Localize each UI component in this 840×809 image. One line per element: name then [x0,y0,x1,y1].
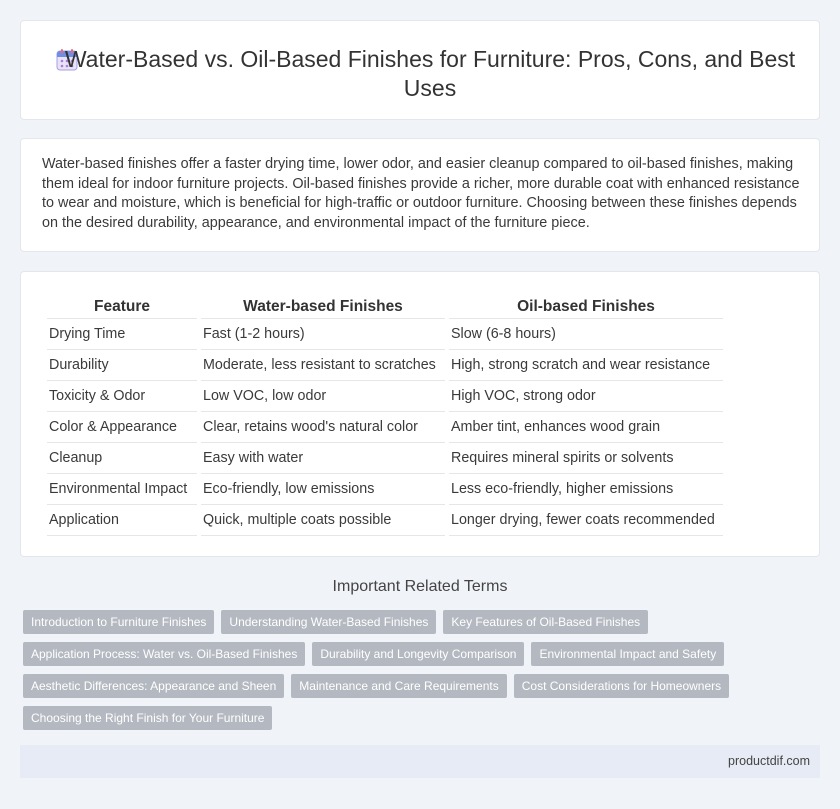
table-cell-feature: Cleanup [47,443,197,474]
page-title: Water-Based vs. Oil-Based Finishes for Furniture: Pros, Cons, and Best Uses [64,46,796,101]
column-header-oil-based: Oil-based Finishes [449,295,723,319]
table-cell-oil: Longer drying, fewer coats recommended [449,505,723,536]
related-term-tag[interactable]: Environmental Impact and Safety [531,642,724,666]
related-term-tag[interactable]: Understanding Water-Based Finishes [221,610,436,634]
table-row [47,505,723,536]
table-cell-water: Quick, multiple coats possible [201,505,445,536]
related-term-tag[interactable]: Key Features of Oil-Based Finishes [443,610,648,634]
table-row [47,412,723,443]
footer [20,745,820,778]
column-header-water-based: Water-based Finishes [201,295,445,319]
table-cell-water: Fast (1-2 hours) [201,319,445,350]
table-row [47,474,723,505]
table-cell-oil: Slow (6-8 hours) [449,319,723,350]
related-terms-list [23,610,793,730]
header-card [20,20,820,120]
table-cell-oil: High VOC, strong odor [449,381,723,412]
related-term-tag[interactable]: Introduction to Furniture Finishes [23,610,214,634]
column-header-feature: Feature [47,295,197,319]
related-term-tag[interactable]: Cost Considerations for Homeowners [514,674,729,698]
intro-paragraph: Water-based finishes offer a faster drying time, lower odor, and easier cleanup compared to oil-based finishes, making them ideal for indoor furniture projects. Oil-based finishes provide a richer, more durable coat with enhanced resistance to wear and moisture, which is beneficial for high-traffic or outdoor furniture. Choosing between these finishes depends on the desired durability, appearance, and environmental impact of the furniture piece. [42,156,800,231]
table-cell-water: Eco-friendly, low emissions [201,474,445,505]
table-cell-oil: Requires mineral spirits or solvents [449,443,723,474]
table-cell-oil: Amber tint, enhances wood grain [449,412,723,443]
related-term-tag[interactable]: Maintenance and Care Requirements [291,674,506,698]
related-term-tag[interactable]: Aesthetic Differences: Appearance and Sheen [23,674,284,698]
table-cell-water: Low VOC, low odor [201,381,445,412]
comparison-table [43,295,727,536]
table-cell-feature: Color & Appearance [47,412,197,443]
table-row [47,443,723,474]
table-cell-oil: Less eco-friendly, higher emissions [449,474,723,505]
intro-card [20,138,820,252]
comparison-card [20,271,820,557]
footer-site-link[interactable]: productdif.com [728,754,810,768]
table-cell-water: Easy with water [201,443,445,474]
table-header-row [47,295,723,319]
table-cell-water: Moderate, less resistant to scratches [201,350,445,381]
table-row [47,381,723,412]
table-row [47,350,723,381]
related-term-tag[interactable]: Application Process: Water vs. Oil-Based Finishes [23,642,305,666]
table-cell-oil: High, strong scratch and wear resistance [449,350,723,381]
table-cell-feature: Durability [47,350,197,381]
table-cell-feature: Toxicity & Odor [47,381,197,412]
table-cell-feature: Environmental Impact [47,474,197,505]
table-cell-water: Clear, retains wood's natural color [201,412,445,443]
table-cell-feature: Application [47,505,197,536]
related-terms-title: Important Related Terms [332,578,508,595]
table-row [47,319,723,350]
table-cell-feature: Drying Time [47,319,197,350]
related-term-tag[interactable]: Choosing the Right Finish for Your Furniture [23,706,272,730]
related-term-tag[interactable]: Durability and Longevity Comparison [312,642,524,666]
